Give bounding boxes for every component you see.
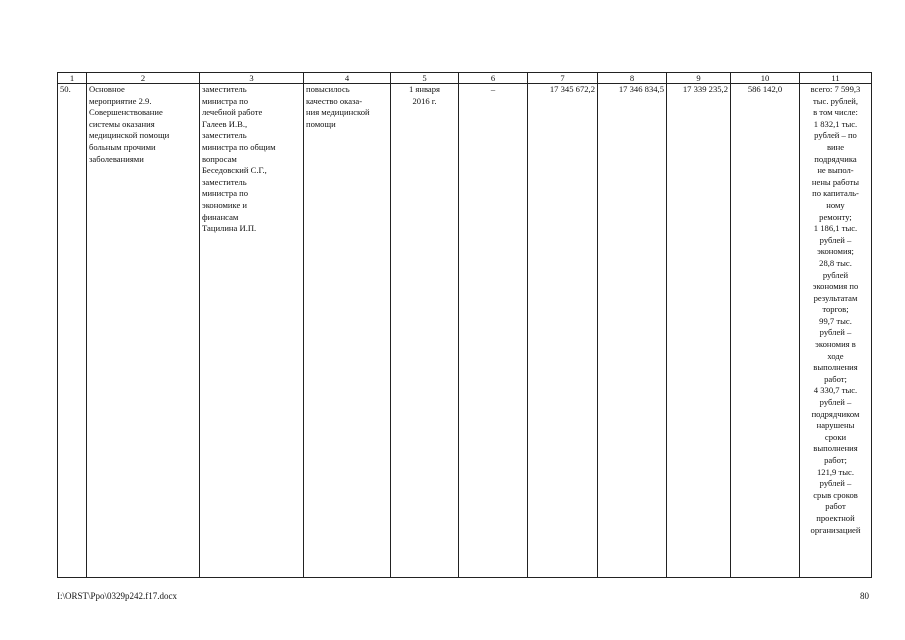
start-date-cell: 1 января 2016 г. [391,84,459,578]
row-number-cell: 50. [58,84,87,578]
column-header-1: 1 [58,73,87,84]
column-header-4: 4 [304,73,391,84]
table-header-row [58,73,872,84]
column-header-7: 7 [528,73,598,84]
report-table [57,72,872,578]
footer-file-path: I:\ORST\Ppo\0329p242.f17.docx [57,591,178,601]
column-header-8: 8 [598,73,667,84]
amount-col-7-cell: 17 345 672,2 [528,84,598,578]
amount-col-8-cell: 17 346 834,5 [598,84,667,578]
column-header-5: 5 [391,73,459,84]
footer-page-number: 80 [860,591,869,601]
column-header-2: 2 [87,73,200,84]
column-6-cell: – [459,84,528,578]
amount-col-10-cell: 586 142,0 [731,84,800,578]
column-header-6: 6 [459,73,528,84]
table-row [58,84,872,578]
column-header-9: 9 [667,73,731,84]
deviation-comment-cell: всего: 7 599,3 тыс. рублей, в том числе: 1 832,1 тыс. рублей – по вине подрядчика не выпол- нены работы по капиталь- ному ремонту; 1 186,1 тыс. рублей – экономия; 28,8 тыс. рублей экономия по результатам торгов; 99,7 тыс. рублей – экономия в ходе выполнения работ; 4 330,7 тыс. рублей – подрядчиком нарушены сроки выполнения работ; 121,9 тыс. рублей – срыв сроков работ проектной организацией [800,84,872,578]
responsible-persons-cell: заместитель министра по лечебной работе Галеев И.В., заместитель министра по общим вопросам Беседовский С.Г., заместитель министра по экономике и финансам Тацилина И.П. [200,84,304,578]
amount-col-9-cell: 17 339 235,2 [667,84,731,578]
column-header-10: 10 [731,73,800,84]
expected-result-cell: повысилось качество оказа- ния медицинской помощи [304,84,391,578]
column-header-3: 3 [200,73,304,84]
event-name-cell: Основное мероприятие 2.9. Совершенствование системы оказания медицинской помощи больным прочими заболеваниями [87,84,200,578]
column-header-11: 11 [800,73,872,84]
